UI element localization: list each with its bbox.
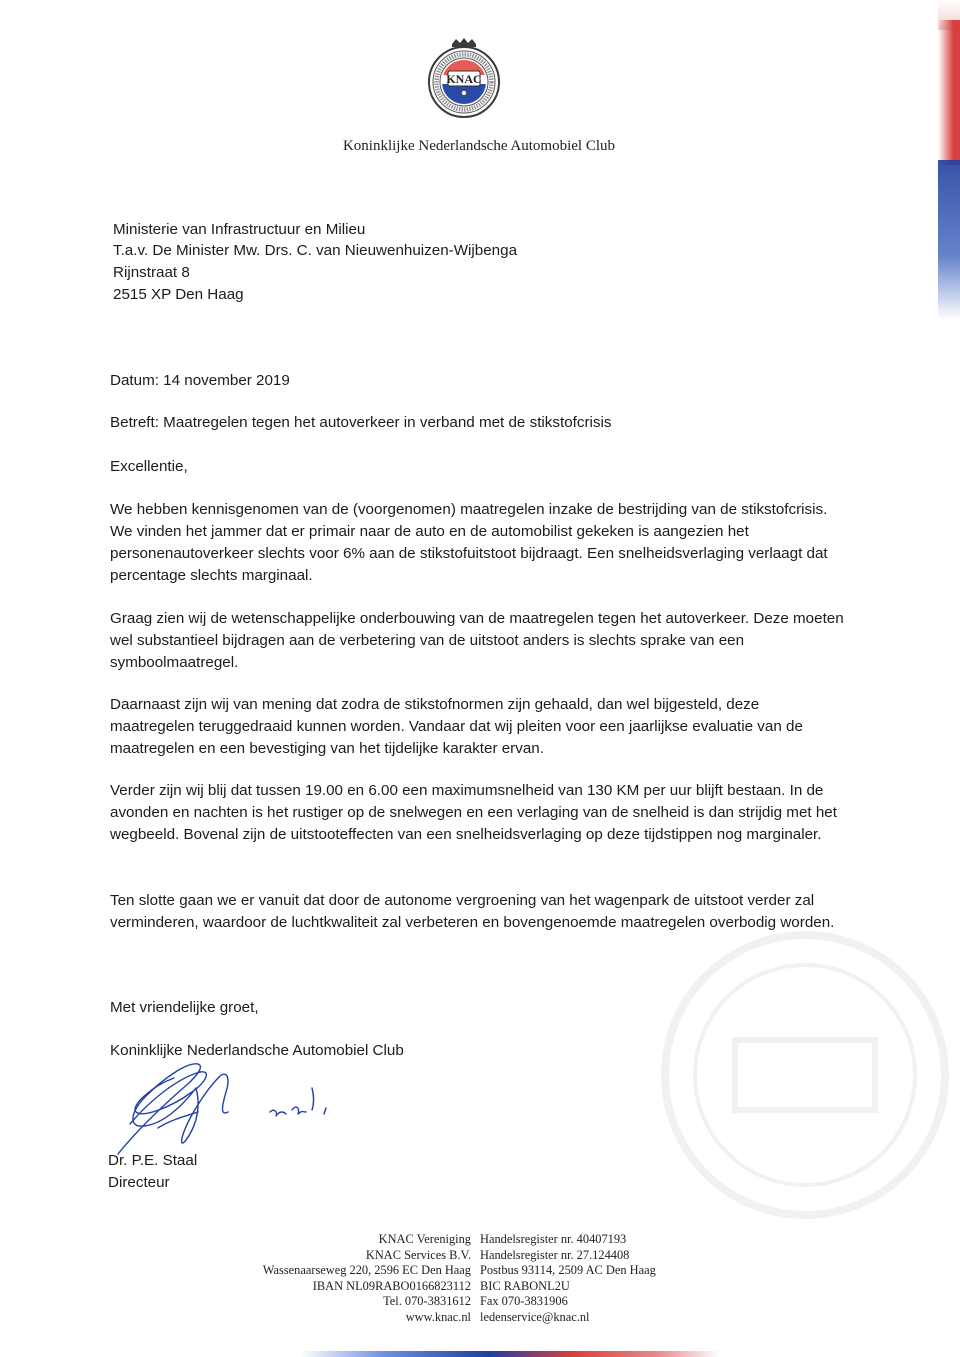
footer-left-item: KNAC Services B.V.: [365, 1247, 471, 1262]
right-edge-color-band: [938, 0, 960, 330]
signatory-name: Dr. P.E. Staal: [108, 1152, 198, 1169]
footer-left-item: Wassenaarseweg 220, 2596 EC Den Haag: [262, 1263, 471, 1278]
knac-seal-logo: [424, 36, 504, 120]
footer-right-item: Handelsregister nr. 40407193: [480, 1232, 627, 1246]
letter-date: Datum: 14 november 2019: [110, 372, 290, 389]
body-paragraph: We hebben kennisgenomen van de (voorgenomen) maatregelen inzake de bestrijding van de stikstofcrisis. We vinden het jammer dat er primair naar de auto en de automobilist gekeken is aangezien het personenautoverkeer slechts voor 6% aan de stikstofuitstoot bijdraagt. Een snelheidsverlaging verlaagt dat percentage slechts marginaal.: [110, 501, 828, 584]
knac-watermark-seal: [655, 930, 955, 1220]
footer-left-item: KNAC Vereniging: [378, 1232, 471, 1246]
footer-left-item: IBAN NL09RABO0166823112: [312, 1278, 471, 1293]
recipient-line: 2515 XP Den Haag: [113, 286, 244, 303]
letter-subject: Betreft: Maatregelen tegen het autoverkeer in verband met de stikstofcrisis: [110, 414, 612, 431]
body-paragraph: Ten slotte gaan we er vanuit dat door de autonome vergroening van het wagenpark de uitstoot verder zal verminderen, waardoor de luchtkwaliteit zal verbeteren en bovengenoemde maatregelen overbodig worden.: [110, 892, 835, 931]
footer-right-item: BIC RABONL2U: [480, 1278, 570, 1293]
footer-email-link[interactable]: ledenservice@knac.nl: [480, 1309, 590, 1324]
body-paragraph: Graag zien wij de wetenschappelijke onderbouwing van de maatregelen tegen het autoverkeer. Deze moeten wel substantieel bijdragen aan de verbetering van de uitstoot anders is slechts sprake van een symboolmaatregel.: [110, 610, 844, 671]
footer-company-details: [0, 1232, 960, 1326]
footer-website-link[interactable]: www.knac.nl: [405, 1309, 471, 1324]
header-club-name: Koninklijke Nederlandsche Automobiel Club: [342, 138, 616, 154]
recipient-line: Ministerie van Infrastructuur en Milieu: [113, 221, 366, 238]
footer-right-item: Handelsregister nr. 27.124408: [480, 1247, 630, 1262]
bottom-color-band: [300, 1351, 720, 1357]
body-paragraph: Daarnaast zijn wij van mening dat zodra de stikstofnormen zijn gehaald, dan wel bijgesteld, deze maatregelen teruggedraaid kunnen worden. Vandaar dat wij pleiten voor een jaarlijkse evaluatie van de maatregelen en een bevestiging van het tijdelijke karakter ervan.: [110, 696, 803, 757]
signatory-title: Directeur: [108, 1174, 170, 1191]
salutation: Excellentie,: [110, 458, 188, 475]
footer-left-item: Tel. 070-3831612: [383, 1294, 471, 1309]
footer-right-item: Postbus 93114, 2509 AC Den Haag: [480, 1263, 656, 1278]
body-paragraph: Verder zijn wij blij dat tussen 19.00 en 6.00 een maximumsnelheid van 130 KM per uur blijft bestaan. In de avonden en nachten is het rustiger op de snelwegen en een verlaging van de snelheid is dan strijdig met het wegbeeld. Bovenal zijn de uitstooteffecten van een snelheidsverlaging op deze tijdstippen nog marginaler.: [110, 782, 837, 843]
closing-greeting: Met vriendelijke groet,: [110, 999, 259, 1016]
logo-wordmark: KNAC: [446, 72, 482, 86]
recipient-line: Rijnstraat 8: [113, 264, 190, 281]
recipient-line: T.a.v. De Minister Mw. Drs. C. van Nieuwenhuizen-Wijbenga: [113, 242, 518, 259]
closing-organization: Koninklijke Nederlandsche Automobiel Club: [110, 1042, 404, 1059]
footer-right-item: Fax 070-3831906: [480, 1294, 568, 1309]
